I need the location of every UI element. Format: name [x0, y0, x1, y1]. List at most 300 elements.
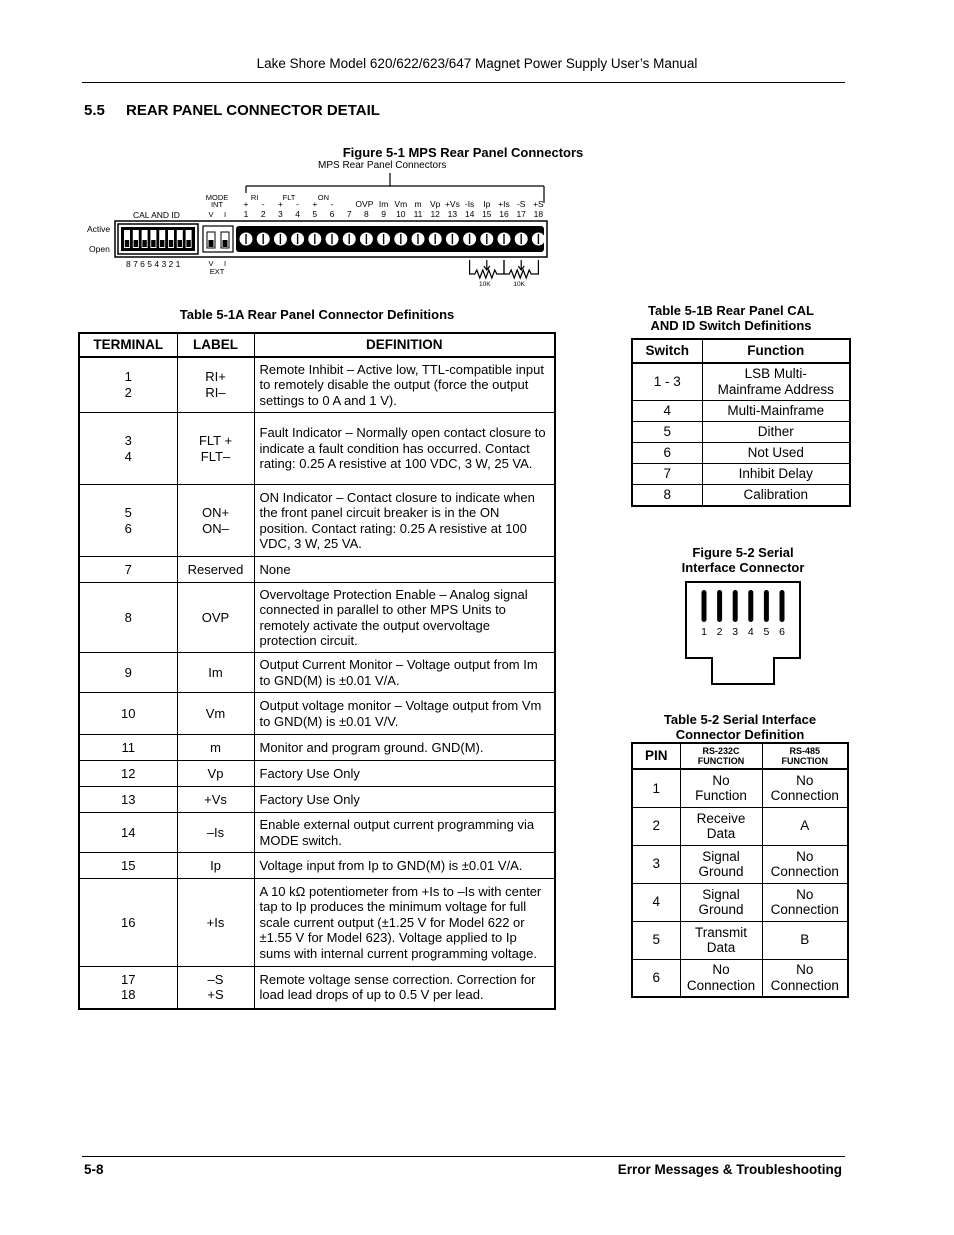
table52-caption — [640, 712, 840, 742]
pin-number-label: 18 — [533, 209, 544, 219]
cell-line: +S — [207, 987, 224, 1003]
pin-number-label: 17 — [516, 209, 526, 219]
cell-line: Connection — [770, 977, 839, 993]
cell-line: 3 — [124, 433, 132, 448]
definition-cell — [254, 761, 555, 787]
switch-cell — [632, 401, 702, 422]
terminal-top-label: +S — [533, 199, 544, 209]
polarity-sign: + — [312, 199, 318, 209]
cell-line: 9 — [124, 664, 132, 680]
terminal-cell — [79, 485, 177, 557]
serial-pin — [702, 590, 707, 622]
pin-cell — [632, 959, 680, 997]
mode-label: V — [208, 210, 214, 219]
cell-line: Ground — [698, 902, 744, 917]
terminal-cell — [79, 735, 177, 761]
definition-cell — [254, 485, 555, 557]
pin-cell — [632, 883, 680, 921]
mode-label: INT — [210, 200, 224, 209]
cell-line: No — [712, 962, 730, 978]
cell-line: +Vs — [204, 791, 227, 807]
table1a-caption: Table 5-1A Rear Panel Connector Definitions — [179, 307, 455, 322]
figure1-subcaption: MPS Rear Panel Connectors — [318, 160, 447, 171]
label-cell — [177, 853, 254, 879]
caption-line: Connector Definition — [675, 727, 805, 742]
cell-line: 3 — [652, 856, 660, 872]
cell-line: Data — [706, 826, 736, 841]
cell-line: –S — [207, 971, 224, 987]
pin-number-label: 13 — [447, 209, 458, 219]
switch-cell — [632, 464, 702, 485]
table-row — [632, 422, 850, 443]
cell-line: Receive — [696, 810, 746, 826]
dip-switch-lever — [142, 240, 146, 247]
terminal-cell — [79, 967, 177, 1009]
terminal-top-label: Ip — [483, 199, 491, 209]
section-number: 5.5 — [84, 102, 105, 119]
terminal-top-label: m — [414, 199, 422, 209]
cell-line: Factory Use Only — [259, 791, 360, 807]
cell-line: Transmit — [694, 924, 747, 940]
terminal-cell — [79, 557, 177, 583]
switch-cell — [632, 363, 702, 401]
serial-pin — [780, 590, 785, 622]
cell-line: ON Indicator – Contact closure to indicate when the front panel circuit breaker is in the ON position. Contact rating: 0.25 A resistive at 100 VDC, 3 W, 25 VA. — [259, 489, 535, 551]
footer-rule — [82, 1156, 845, 1157]
open-label: Open — [89, 244, 110, 254]
rs485-cell — [762, 769, 848, 807]
table-row — [632, 464, 850, 485]
rs232-cell — [680, 769, 762, 807]
label-cell — [177, 485, 254, 557]
rs232-cell — [680, 807, 762, 845]
caption-line: Table 5-2 Serial Interface — [663, 712, 817, 727]
pin-number-label: 7 — [346, 209, 352, 219]
section-heading — [84, 102, 380, 119]
cell-line: Connection — [770, 788, 839, 804]
rs485-cell — [762, 959, 848, 997]
table-row — [632, 845, 848, 883]
caption-line: Table 5-1B Rear Panel CAL — [648, 303, 814, 318]
page-header: Lake Shore Model 620/622/623/647 Magnet Power Supply User’s Manual — [256, 56, 698, 71]
terminal-cell — [79, 853, 177, 879]
pin-cell — [632, 921, 680, 959]
label-cell — [177, 557, 254, 583]
dip-switch-lever — [178, 240, 182, 247]
terminal-top-label: Vp — [429, 199, 441, 209]
cell-line: 6 — [663, 445, 671, 461]
connector-definitions-table — [78, 332, 556, 1010]
cell-line: Reserved — [187, 561, 244, 577]
label-cell — [177, 693, 254, 735]
label-cell — [177, 583, 254, 653]
dip-switch-lever — [125, 240, 129, 247]
cell-line: Connection — [686, 977, 756, 993]
switch-numbers: 8 7 6 5 4 3 2 1 — [126, 259, 181, 269]
function-cell — [702, 443, 850, 464]
cell-line: 13 — [121, 791, 136, 807]
terminal-top-label: -Is — [464, 199, 475, 209]
definition-cell — [254, 813, 555, 853]
terminal-top-label: +Vs — [444, 199, 460, 209]
table-row — [632, 883, 848, 921]
cell-line: 6 — [124, 520, 132, 536]
dip-switch-lever — [160, 240, 164, 247]
rs485-cell — [762, 883, 848, 921]
pin-cell — [632, 845, 680, 883]
table-row — [632, 921, 848, 959]
caption-line: Figure 5-2 Serial — [692, 545, 794, 560]
cell-line: No — [796, 886, 814, 902]
cell-line: ON– — [202, 520, 229, 536]
serial-interface-table — [631, 742, 849, 998]
rs485-cell — [762, 845, 848, 883]
cell-line: Remote Inhibit – Active low, TTL-compatible input to remotely disable the output (force the output settings to 0 A and 1 V). — [259, 361, 544, 408]
switch-definitions-table — [631, 338, 851, 507]
definition-cell — [254, 583, 555, 653]
switch-cell — [632, 443, 702, 464]
table-row — [79, 693, 555, 735]
cell-line: B — [800, 932, 810, 948]
definition-cell — [254, 879, 555, 967]
mode-label: I — [223, 210, 227, 219]
cell-line: OVP — [201, 609, 230, 625]
definition-cell — [254, 853, 555, 879]
rs485-cell — [762, 807, 848, 845]
cell-line: Inhibit Delay — [738, 466, 813, 482]
cell-line: +Is — [206, 914, 225, 930]
figure2-caption — [643, 545, 843, 575]
terminal-top-label: +Is — [498, 199, 510, 209]
serial-pin-number: 5 — [763, 626, 770, 638]
cell-line: Monitor and program ground. GND(M). — [259, 739, 484, 755]
pin-number-label: 2 — [260, 209, 266, 219]
table-row — [79, 761, 555, 787]
cell-line: 1 - 3 — [653, 374, 681, 389]
definition-cell — [254, 413, 555, 485]
cell-line: No — [796, 848, 814, 864]
cell-line: Not Used — [747, 445, 804, 461]
cell-line: Overvoltage Protection Enable – Analog signal connected in parallel to other MPS Units to remotely activate the output overvoltage protection circuit. — [259, 586, 528, 648]
cell-line: Calibration — [743, 487, 809, 502]
chapter-title: Error Messages & Troubleshooting — [617, 1162, 842, 1177]
table-row — [79, 879, 555, 967]
cell-line: None — [259, 561, 291, 577]
cell-line: 4 — [124, 448, 132, 464]
cell-line: 10 — [121, 705, 136, 721]
table-row — [79, 813, 555, 853]
mode-label: MODE — [205, 193, 229, 202]
table-row — [79, 653, 555, 693]
switch-cell — [632, 485, 702, 506]
definition-cell — [254, 787, 555, 813]
table-row — [79, 967, 555, 1009]
terminal-cell — [79, 761, 177, 787]
polarity-sign: - — [261, 199, 265, 209]
cell-line: Signal — [702, 848, 740, 864]
dip-switch-lever — [186, 240, 190, 247]
label-cell — [177, 967, 254, 1009]
function-cell — [702, 363, 850, 401]
cell-line: Multi-Mainframe — [727, 403, 825, 419]
terminal-top-label: OVP — [355, 199, 374, 209]
serial-pin-number: 3 — [732, 626, 739, 638]
cell-line: 2 — [124, 384, 132, 400]
definition-cell — [254, 557, 555, 583]
label-cell — [177, 413, 254, 485]
table-row — [79, 557, 555, 583]
table-row — [632, 769, 848, 807]
group-label: RI — [250, 193, 259, 202]
cell-line: Vp — [207, 765, 224, 781]
label-cell — [177, 761, 254, 787]
function-cell — [702, 464, 850, 485]
function-cell — [702, 401, 850, 422]
cell-line: 1 — [124, 369, 132, 385]
table1b-caption — [631, 303, 831, 333]
terminal-cell — [79, 357, 177, 413]
cell-line: Mainframe Address — [717, 381, 834, 397]
table-row — [79, 485, 555, 557]
table-row — [79, 787, 555, 813]
cell-line: No — [796, 962, 814, 978]
serial-connector-diagram — [684, 580, 804, 690]
label-cell — [177, 879, 254, 967]
group-label: ON — [317, 193, 330, 202]
cell-line: FLT– — [200, 448, 231, 464]
table-header-row — [632, 339, 850, 363]
function-cell — [702, 422, 850, 443]
cell-line: Function — [695, 788, 747, 804]
label-cell — [177, 653, 254, 693]
cell-line: 8 — [663, 487, 671, 502]
caption-line: Interface Connector — [681, 560, 805, 575]
cell-line: Im — [208, 664, 223, 680]
table-row — [632, 959, 848, 997]
pin-number-label: 5 — [312, 209, 318, 219]
cell-line: FLT + — [198, 433, 233, 448]
cell-line: 5 — [652, 932, 660, 948]
cell-line: No — [796, 772, 814, 788]
potentiometer-wiper — [518, 260, 524, 270]
column-header: RS-485 FUNCTION — [762, 743, 848, 769]
cell-line: Enable external output current programming via MODE switch. — [259, 817, 535, 848]
cell-line: 7 — [663, 466, 671, 482]
cell-line: 5 — [663, 424, 671, 440]
table-header-row — [79, 333, 555, 357]
serial-pin-number: 6 — [779, 626, 785, 638]
pin-number-label: 6 — [329, 209, 335, 219]
dip-switch-lever — [134, 240, 138, 247]
cell-line: Factory Use Only — [259, 765, 360, 781]
rear-panel-diagram — [80, 170, 560, 295]
cell-line: 16 — [121, 914, 136, 930]
pin-number-label: 16 — [499, 209, 509, 219]
cell-line: Ip — [210, 857, 221, 873]
ext-label: I — [223, 259, 227, 268]
dip-switch-lever — [169, 240, 173, 247]
pin-number-label: 11 — [413, 209, 423, 219]
dip-switch-lever — [151, 240, 155, 247]
table-row — [79, 583, 555, 653]
terminal-cell — [79, 813, 177, 853]
cell-line: Signal — [702, 886, 740, 902]
function-cell — [702, 485, 850, 506]
potentiometer-wiper — [484, 260, 490, 270]
cell-line: Voltage input from Ip to GND(M) is ±0.01 V/A. — [259, 857, 523, 873]
cell-line: 14 — [121, 824, 136, 840]
terminal-top-label: Im — [378, 199, 389, 209]
cell-line: ON+ — [201, 505, 230, 520]
column-header: Function — [702, 339, 850, 363]
cell-line: 1 — [652, 780, 660, 796]
pin-number-label: 14 — [464, 209, 475, 219]
column-header: RS-232C FUNCTION — [680, 743, 762, 769]
pin-number-label: 12 — [430, 209, 440, 219]
cell-line: Output Current Monitor – Voltage output from Im to GND(M) is ±0.01 V/A. — [259, 657, 538, 688]
pin-number-label: 10 — [396, 209, 406, 219]
pin-number-label: 4 — [295, 209, 300, 219]
terminal-top-label: Vm — [394, 199, 408, 209]
serial-pin — [733, 590, 738, 622]
pin-number-label: 8 — [364, 209, 369, 219]
cell-line: 4 — [652, 894, 660, 910]
polarity-sign: - — [330, 199, 334, 209]
pin-number-label: 3 — [278, 209, 283, 219]
mode-switch-lever — [209, 240, 214, 247]
column-header: TERMINAL — [79, 333, 177, 357]
cell-line: 8 — [124, 609, 132, 625]
rs232-cell — [680, 845, 762, 883]
pin-number-label: 9 — [381, 209, 386, 219]
cell-line: Ground — [698, 864, 744, 879]
column-header: Switch — [632, 339, 702, 363]
cell-line: 12 — [121, 765, 136, 781]
cell-line: Dither — [757, 424, 794, 440]
table-row — [79, 853, 555, 879]
table-row — [79, 735, 555, 761]
ext-label: EXT — [209, 267, 225, 276]
definition-cell — [254, 653, 555, 693]
serial-pin-number: 1 — [701, 626, 707, 638]
cell-line: 17 — [121, 971, 136, 987]
label-cell — [177, 813, 254, 853]
rs232-cell — [680, 883, 762, 921]
terminal-cell — [79, 693, 177, 735]
section-title: REAR PANEL CONNECTOR DETAIL — [126, 102, 380, 119]
cell-line: RI+ — [205, 369, 226, 385]
table-header-row — [632, 743, 848, 769]
pin-number-label: 1 — [243, 209, 249, 219]
serial-pin — [764, 590, 769, 622]
terminal-top-label: -S — [516, 199, 526, 209]
polarity-sign: + — [243, 199, 249, 209]
cell-line: 11 — [121, 739, 135, 755]
label-cell — [177, 787, 254, 813]
label-cell — [177, 735, 254, 761]
polarity-sign: - — [296, 199, 300, 209]
cell-line: Connection — [770, 902, 839, 917]
cell-line: –Is — [206, 824, 225, 840]
cell-line: 4 — [663, 403, 671, 419]
pin-number-label: 15 — [482, 209, 492, 219]
terminal-cell — [79, 879, 177, 967]
pot-value-label: 10K — [479, 281, 491, 288]
group-label: FLT — [282, 193, 296, 202]
cell-line: Output voltage monitor – Voltage output from Vm to GND(M) is ±0.01 V/V. — [259, 698, 542, 729]
pin-cell — [632, 769, 680, 807]
caption-line: AND ID Switch Definitions — [650, 318, 812, 333]
rs485-cell — [762, 921, 848, 959]
cell-line: 6 — [652, 970, 660, 985]
table-row — [79, 357, 555, 413]
cell-line: Data — [706, 940, 736, 955]
terminal-cell — [79, 653, 177, 693]
cell-line: Vm — [205, 705, 226, 721]
serial-pin-number: 2 — [716, 626, 723, 638]
mode-switch-lever — [223, 240, 228, 247]
serial-pin — [748, 590, 753, 622]
cell-line: LSB Multi- — [744, 366, 807, 382]
rs232-cell — [680, 921, 762, 959]
column-header: PIN — [632, 743, 680, 769]
cell-line: No — [712, 772, 730, 788]
table-row — [632, 363, 850, 401]
cell-line: A — [800, 818, 810, 834]
label-cell — [177, 357, 254, 413]
terminal-cell — [79, 787, 177, 813]
terminal-cell — [79, 583, 177, 653]
table-row — [79, 413, 555, 485]
serial-pin-number: 4 — [747, 626, 754, 638]
figure1-caption: Figure 5-1 MPS Rear Panel Connectors — [342, 145, 584, 160]
page-number: 5-8 — [84, 1162, 104, 1177]
serial-pin — [717, 590, 722, 622]
definition-cell — [254, 735, 555, 761]
cell-line: A 10 kΩ potentiometer from +Is to –Is with center tap to Ip produces the minimum voltage for full scale current output (±1.25 V for Model 622 or ±1.55 V for Model 623). Voltage applied to Ip sums with internal current programming voltage. — [259, 883, 542, 961]
cell-line: Connection — [770, 864, 839, 879]
column-header: LABEL — [177, 333, 254, 357]
pin-cell — [632, 807, 680, 845]
header-rule — [82, 82, 845, 83]
definition-cell — [254, 357, 555, 413]
rs232-cell — [680, 959, 762, 997]
cell-line: 2 — [652, 818, 660, 834]
column-header: DEFINITION — [254, 333, 555, 357]
cell-line: 18 — [121, 987, 136, 1003]
cell-line: 7 — [124, 561, 132, 577]
pot-value-label: 10K — [513, 281, 525, 288]
cal-and-id-label: CAL AND ID — [133, 210, 180, 220]
active-label: Active — [87, 224, 111, 234]
cell-line: RI– — [205, 384, 226, 400]
cell-line: Fault Indicator – Normally open contact closure to indicate a fault condition has occurred. Contact rating: 0.25 A resistive at 100 VDC, 3 W, 25 VA. — [259, 425, 546, 472]
table-row — [632, 807, 848, 845]
cell-line: 15 — [121, 857, 136, 873]
cell-line: m — [210, 739, 221, 755]
terminal-cell — [79, 413, 177, 485]
polarity-sign: + — [277, 199, 283, 209]
cell-line: 5 — [124, 505, 132, 520]
cell-line: Remote voltage sense correction. Correction for load lead drops of up to 0.5 V per lead. — [259, 971, 536, 1003]
definition-cell — [254, 693, 555, 735]
switch-cell — [632, 422, 702, 443]
table-row — [632, 485, 850, 506]
table-row — [632, 443, 850, 464]
definition-cell — [254, 967, 555, 1009]
table-row — [632, 401, 850, 422]
ext-label: V — [208, 259, 214, 268]
